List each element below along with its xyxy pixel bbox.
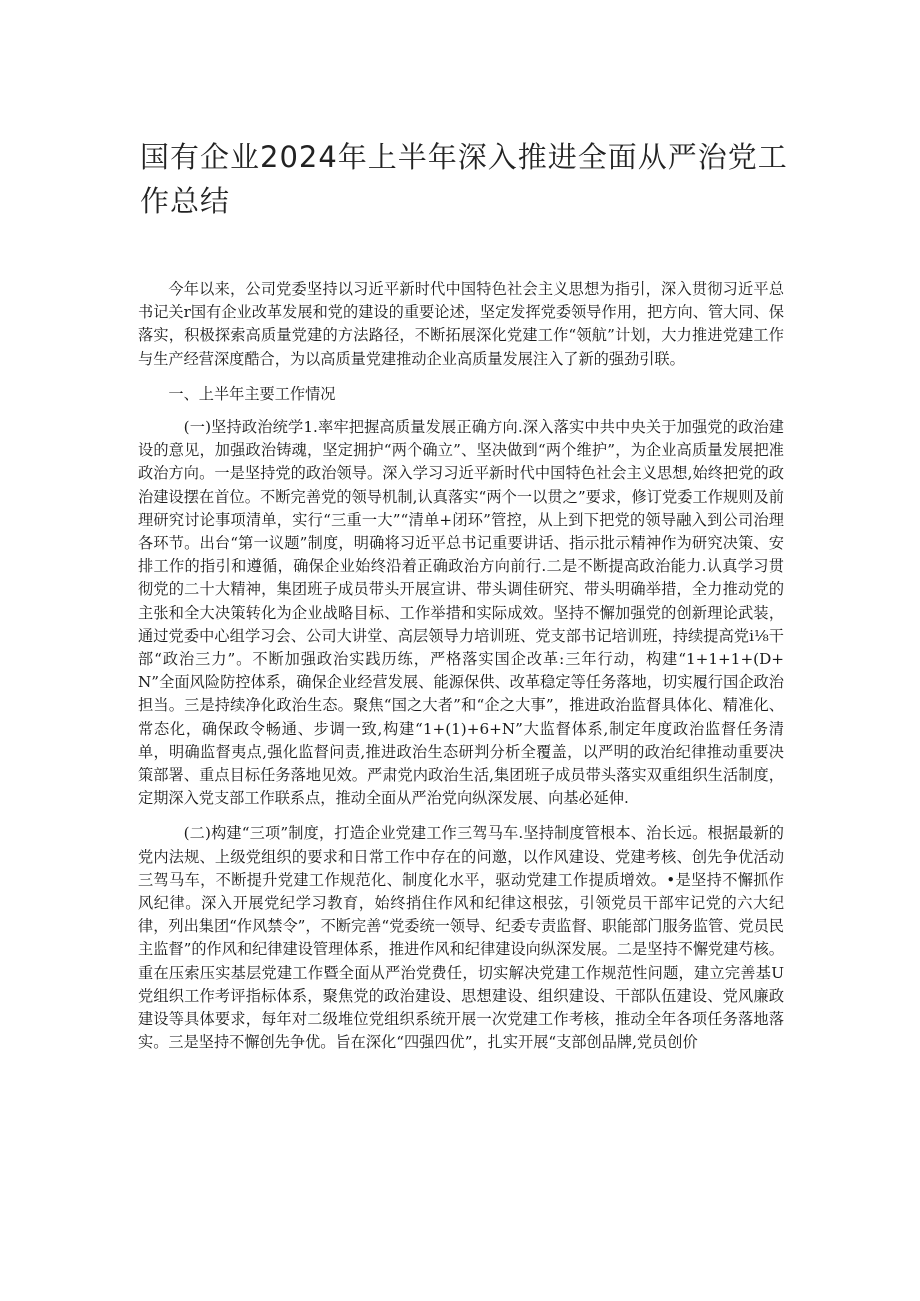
document-body — [138, 278, 784, 1067]
section-paragraph-three-systems: (二)构建“三项”制度，打造企业党建工作三驾马车.坚持制度管根本、治长远。根据最新的党内法规、上级党组织的要求和日常工作中存在的问邀，以作风建设、党建考核、创先争优活动三驾马车，不断提升党建工作规范化、制度化水平，驱动党建工作提质增效。•是坚持不懈抓作风纪律。深入开展党纪学习教育，始终捎住作风和纪律这根弦，引领党员干部牢记党的六大纪律，列出集团“作风禁令”，不断完善“党委统一领导、纪委专责监督、职能部门服务监管、党员民主监督”的作风和纪律建设管理体系，推进作风和纪律建设向纵深发展。二是坚持不懈党建芍核。重在压索压实基层党建工作暨全面从严治党费任，切实解决党建工作规范性问题，建立完善基U党组织工作考评指标体系，聚焦党的政治建设、思想建设、组织建设、干部队伍建设、党风廉政建设等具体要求，每年对二级堆位党组织系统开展一次党建工作考核，推动全年各项任务落地落实。三是坚持不懈创先争优。旨在深化“四强四优”，扎实开展“支部创品牌,党员创价 — [138, 824, 784, 1052]
section-heading: 一、上半年主要工作情况 — [168, 384, 336, 403]
section-paragraph-political-study: (一)坚持政治统学1.率牢把握高质量发展正确方向.深入落实中共中央关于加强党的政治建设的意见，加强政治铸魂，坚定拥护“两个确立”、坚决做到“两个维护”，为企业高质量发展把准政治方向。一是坚持党的政治领导。深入学习习近平新时代中国特色社会主义思想,始终把党的政治建设摆在首位。不断完善党的领导机制,认真落实“两个一以贯之”要求，修订党委工作规则及前理研究讨论事项清单，实行“三重一大”“清单+闭环”管控，从上到下把党的领导融入到公司治理各环节。出台“第一议题”制度，明确将习近平总书记重要讲话、指示批示精神作为研究决策、安排工作的指引和遵循，确保企业始终沿着正确政治方向前行.二是不断提高政治能力.认真学习贯彻党的二十大精神，集团班子成员带头开展宣讲、带头调佳研究、带头明确举措，全力推动党的主张和全大决策转化为企业战略目标、工作举措和实际成效。坚持不懈加强党的创新理论武装，通过党委中心组学习会、公司大讲堂、高层领导力培训班、党支部书记培训班，持续提高党i⅛干部“政治三力”。不断加强政治实践历练，严格落实国企改革:三年行动，构建“1+1+1+(D+N”全面风险防控体系，确保企业经营发展、能源保供、改革稳定等任务落地，切实履行国企政治担当。三是持续净化政治生态。聚焦“国之大者”和“企之大事”，推进政治监督具体化、精准化、常态化，确保政令畅通、步调一致,构建“1+(1)+6+N”大监督体系,制定年度政治监督任务清单，明确监督夷点,强化监督问责,推进政治生态研判分析全覆盖，以严明的政治纪律推动重要决策部署、重点目标任务落地见效。严肃党内政治生活,集团班子成员带头落实双重组织生活制度，定期深入党支部工作联系点，推动全面从严治党向纵深发展、向基必延伸. — [138, 418, 784, 808]
intro-paragraph: 今年以来，公司党委坚持以习近平新时代中国特色社会主义思想为指引，深入贯彻习近平总书记关r国有企业改革发展和党的建设的重要论述，坚定发挥党委领导作用，把方向、管大同、保落实，积极探索高质量党建的方法路径，不断拓展深化党建工作“领航”计划，大力推进党建工作与生产经营深度酷合，为以高质量党建推动企业高质量发展注入了新的强劲引联。 — [138, 280, 784, 368]
document-title: 国有企业2024年上半年深入推进全面从严治党工作总结 — [140, 140, 788, 218]
